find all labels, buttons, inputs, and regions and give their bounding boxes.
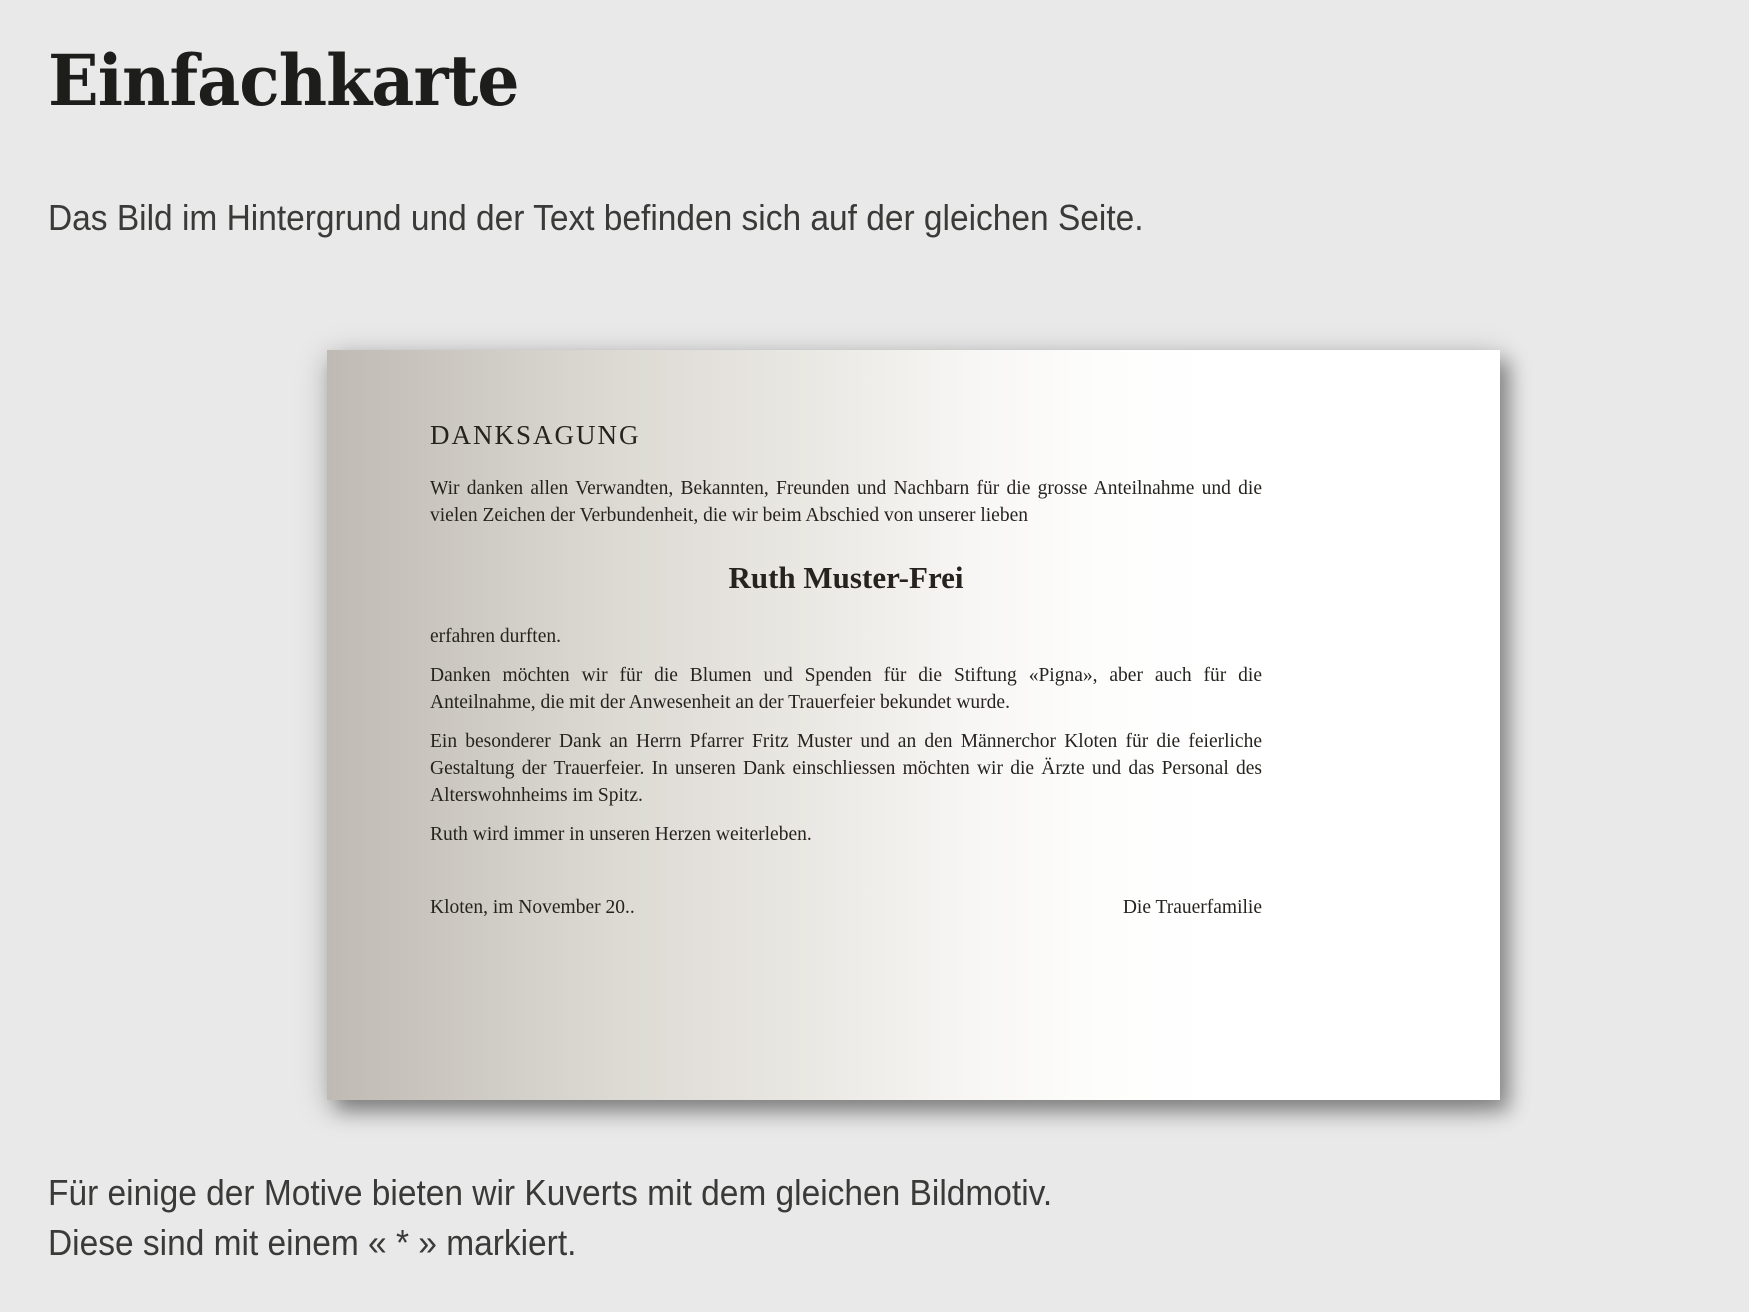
page-title: Einfachkarte — [48, 39, 519, 122]
card-paragraph-thanks: Ein besonderer Dank an Herrn Pfarrer Fritz Muster und an den Männerchor Kloten für die feierliche Gestaltung der Trauerfeier. In unseren Dank einschliessen möchten wir die Ärzte und das Personal des Alterswohnheims im Spitz. — [430, 731, 1262, 806]
card-content — [327, 350, 1262, 921]
footer-line-1: Für einige der Motive bieten wir Kuverts mit dem gleichen Bildmotiv. — [48, 1172, 1053, 1213]
card-place-date: Kloten, im November 20.. — [430, 897, 635, 918]
card-paragraph-flowers: Danken möchten wir für die Blumen und Spenden für die Stiftung «Pigna», aber auch für die Anteilnahme, die mit der Anwesenheit an der Trauerfeier bekundet wurde. — [430, 665, 1262, 713]
card-after-name: erfahren durften. — [430, 626, 562, 647]
page-subtitle: Das Bild im Hintergrund und der Text befinden sich auf der gleichen Seite. — [48, 197, 1144, 238]
card-signature: Die Trauerfamilie — [1122, 897, 1262, 918]
page-footer — [48, 1168, 1052, 1268]
footer-line-2: Diese sind mit einem « * » markiert. — [48, 1222, 577, 1263]
deceased-name: Ruth Muster-Frei — [728, 560, 964, 595]
card-signature-row — [430, 894, 1262, 921]
card-paragraph-memory: Ruth wird immer in unseren Herzen weiterleben. — [430, 824, 812, 845]
card-intro-paragraph: Wir danken allen Verwandten, Bekannten, Freunden und Nachbarn für die grosse Anteilnahme und die vielen Zeichen der Verbundenheit, die wir beim Abschied von unserer lieben — [430, 478, 1262, 526]
card-heading: DANKSAGUNG — [430, 420, 641, 450]
card-preview — [327, 350, 1500, 1100]
